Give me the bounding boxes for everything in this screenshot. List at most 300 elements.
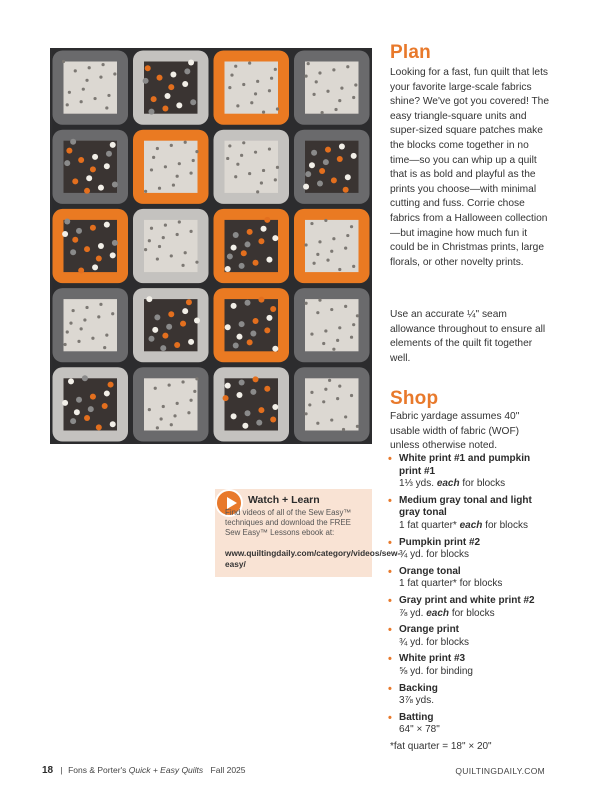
fabric-print-motif	[316, 253, 319, 256]
fabric-print-motif	[70, 418, 76, 424]
fabric-print-motif	[231, 303, 237, 309]
fabric-print-motif	[274, 178, 277, 181]
fabric-print-motif	[350, 394, 353, 397]
quilt-block-center	[305, 299, 359, 351]
bullet-icon: •	[388, 565, 392, 578]
fabric-print-motif	[239, 321, 245, 327]
fabric-print-motif	[256, 190, 259, 193]
fabric-print-motif	[310, 222, 313, 225]
fabric-print-motif	[240, 154, 243, 157]
fabric-print-motif	[110, 252, 116, 258]
fabric-print-motif	[170, 144, 173, 147]
fabric-print-motif	[258, 297, 264, 303]
fabric-print-motif	[168, 383, 171, 386]
fabric-print-motif	[352, 265, 355, 268]
fabric-print-motif	[82, 375, 88, 381]
quilt-block-center	[64, 62, 118, 114]
fabric-print-motif	[189, 399, 192, 402]
fat-quarter-footnote: *fat quarter = 18" × 20"	[390, 741, 492, 752]
fabric-print-motif	[157, 75, 163, 81]
fabric-print-motif	[184, 68, 190, 74]
fabric-print-motif	[62, 60, 65, 63]
fabric-print-motif	[144, 248, 147, 251]
fabric-print-motif	[176, 102, 182, 108]
supply-item	[388, 566, 553, 591]
fabric-print-motif	[234, 65, 237, 68]
watch-learn-description: Find videos of all of the Sew Easy™ techniques and download the FREE Sew Easy™ Lessons ebook at:	[225, 508, 352, 537]
fabric-print-motif	[182, 81, 188, 87]
fabric-print-motif	[68, 91, 71, 94]
fabric-print-motif	[356, 314, 359, 317]
fabric-print-motif	[160, 417, 163, 420]
fabric-print-motif	[318, 240, 321, 243]
supply-name: Orange print	[399, 624, 460, 636]
fabric-print-motif	[162, 236, 165, 239]
fabric-print-motif	[228, 86, 231, 89]
fabric-print-motif	[176, 233, 179, 236]
supply-item	[388, 595, 553, 620]
fabric-print-motif	[66, 148, 72, 154]
bullet-icon: •	[388, 682, 392, 695]
fabric-print-motif	[98, 185, 104, 191]
fabric-print-motif	[143, 78, 149, 84]
fabric-print-motif	[150, 168, 153, 171]
fabric-print-motif	[307, 62, 310, 65]
fabric-print-motif	[105, 334, 108, 337]
fabric-print-motif	[236, 392, 242, 398]
fabric-print-motif	[148, 239, 151, 242]
fabric-print-motif	[181, 264, 184, 267]
fabric-print-motif	[239, 263, 245, 269]
fabric-print-motif	[254, 151, 257, 154]
supply-name: Backing	[399, 682, 438, 694]
fabric-print-motif	[178, 220, 181, 223]
fabric-print-motif	[303, 184, 309, 190]
supply-name: Pumpkin print #2	[399, 536, 481, 548]
supply-name: White print #1 and pumpkin print #1	[399, 453, 531, 477]
fabric-print-motif	[105, 106, 108, 109]
website-link[interactable]: QUILTINGDAILY.COM	[455, 766, 545, 776]
bullet-icon: •	[388, 711, 392, 724]
shop-heading: Shop	[390, 388, 439, 409]
fabric-print-motif	[344, 415, 347, 418]
fabric-print-motif	[310, 332, 313, 335]
fabric-print-motif	[184, 141, 187, 144]
fabric-print-motif	[264, 327, 270, 333]
fabric-print-motif	[321, 111, 324, 114]
fabric-print-motif	[158, 245, 161, 248]
fabric-print-motif	[344, 305, 347, 308]
fabric-print-motif	[88, 406, 94, 412]
bullet-icon: •	[388, 494, 392, 507]
supply-item	[388, 683, 553, 708]
fabric-print-motif	[195, 150, 198, 153]
fabric-print-motif	[345, 174, 351, 180]
plan-paragraph: Looking for a fast, fun quilt that lets your favorite large-scale fabrics shine? We've got you covered! The easy triangle-square units and super-sized square patches make the blocks come together in no time—so you can whip up a quilt that is as bold and playful as the prints you choose—with minimal cutting and fuss. Corrie chose fabrics from a Halloween collection—but imagine how much fun it could be in Christmas prints, large florals, or other novelty prints.	[390, 67, 550, 268]
fabric-print-motif	[152, 156, 155, 159]
fabric-print-motif	[172, 183, 175, 186]
fabric-print-motif	[336, 339, 339, 342]
fabric-print-motif	[242, 141, 245, 144]
watch-learn-link[interactable]: www.quiltingdaily.com/category/videos/sew-easy/	[225, 548, 401, 569]
fabric-print-motif	[195, 377, 198, 380]
fabric-print-motif	[332, 68, 335, 71]
fabric-print-motif	[104, 163, 110, 169]
fabric-print-motif	[174, 342, 180, 348]
fabric-print-motif	[352, 96, 355, 99]
fabric-print-motif	[165, 93, 171, 99]
fabric-print-motif	[236, 163, 239, 166]
fabric-print-motif	[82, 88, 85, 91]
fabric-print-motif	[84, 246, 90, 252]
fabric-print-motif	[182, 308, 188, 314]
fabric-print-motif	[352, 323, 355, 326]
fabric-print-motif	[178, 162, 181, 165]
supply-amount: ¾ yd. for blocks	[399, 549, 470, 561]
supply-item	[388, 624, 553, 649]
fabric-print-motif	[77, 340, 80, 343]
fabric-print-motif	[305, 171, 311, 177]
fabric-print-motif	[76, 397, 82, 403]
fabric-print-motif	[70, 249, 76, 255]
fabric-print-motif	[170, 254, 173, 257]
fabric-print-motif	[351, 153, 357, 159]
fabric-print-motif	[162, 405, 165, 408]
fabric-print-motif	[99, 303, 102, 306]
fabric-print-motif	[230, 73, 233, 76]
fabric-print-motif	[166, 324, 172, 330]
fabric-print-motif	[337, 156, 343, 162]
fabric-print-motif	[91, 337, 94, 340]
fabric-print-motif	[88, 66, 91, 69]
fabric-print-motif	[268, 147, 271, 150]
fabric-print-motif	[148, 408, 151, 411]
fabric-print-motif	[248, 61, 251, 64]
fabric-print-motif	[342, 428, 345, 431]
fabric-print-motif	[111, 312, 114, 315]
fabric-print-motif	[146, 296, 152, 302]
supply-item	[388, 495, 553, 533]
fabric-print-motif	[152, 327, 158, 333]
fabric-print-motif	[188, 60, 194, 66]
bullet-icon: •	[388, 453, 392, 465]
fabric-print-motif	[98, 243, 104, 249]
fabric-print-motif	[350, 336, 353, 339]
supply-amount: 1⅓ yds. each for blocks	[399, 478, 506, 490]
fabric-print-motif	[68, 378, 74, 384]
fabric-print-motif	[78, 157, 84, 163]
fabric-print-motif	[332, 237, 335, 240]
fabric-print-motif	[245, 410, 251, 416]
fabric-print-motif	[344, 246, 347, 249]
fabric-print-motif	[187, 411, 190, 414]
fabric-print-motif	[319, 168, 325, 174]
fabric-print-motif	[354, 83, 357, 86]
supply-name: Batting	[399, 711, 434, 723]
fabric-print-motif	[346, 234, 349, 237]
fabric-print-motif	[231, 245, 237, 251]
fabric-print-motif	[144, 190, 147, 193]
fabric-print-motif	[150, 227, 153, 230]
fabric-print-motif	[190, 99, 196, 105]
fabric-print-motif	[85, 306, 88, 309]
fabric-print-motif	[330, 418, 333, 421]
footer-separator: |	[60, 765, 63, 775]
fabric-print-motif	[106, 151, 112, 157]
fabric-print-motif	[322, 342, 325, 345]
fabric-print-motif	[258, 238, 264, 244]
fabric-print-motif	[96, 424, 102, 430]
supply-item	[388, 653, 553, 678]
fabric-print-motif	[332, 348, 335, 351]
bullet-icon: •	[388, 653, 392, 666]
fabric-print-motif	[164, 165, 167, 168]
supply-item	[388, 712, 553, 737]
fabric-print-motif	[304, 75, 307, 78]
fabric-print-motif	[195, 261, 198, 264]
fabric-print-motif	[316, 422, 319, 425]
quilt-block-center	[144, 378, 198, 430]
fabric-print-motif	[311, 150, 317, 156]
supply-amount: 1 fat quarter* each for blocks	[399, 519, 528, 531]
fabric-print-motif	[253, 260, 259, 266]
fabric-print-motif	[74, 69, 77, 72]
fabric-print-motif	[193, 390, 196, 393]
fabric-print-motif	[164, 224, 167, 227]
supply-item	[388, 453, 553, 491]
fabric-print-motif	[101, 63, 104, 66]
fabric-print-motif	[325, 147, 331, 153]
fabric-print-motif	[62, 231, 68, 237]
supply-amount: 1 fat quarter* for blocks	[399, 578, 503, 590]
watch-learn-box	[215, 489, 401, 577]
fabric-print-motif	[192, 159, 195, 162]
fabric-print-motif	[156, 257, 159, 260]
fabric-print-motif	[90, 166, 96, 172]
fabric-print-motif	[241, 250, 247, 256]
fabric-print-motif	[97, 315, 100, 318]
fabric-print-motif	[148, 109, 154, 115]
fabric-print-motif	[92, 264, 98, 270]
supply-amount: ⅝ yd. for binding	[399, 665, 473, 677]
fabric-print-motif	[315, 80, 318, 83]
fabric-print-motif	[268, 89, 271, 92]
fabric-print-motif	[324, 219, 327, 222]
magazine-name: Fons & Porter's Quick + Easy Quilts	[68, 765, 204, 775]
fabric-print-motif	[272, 235, 278, 241]
fabric-print-motif	[242, 83, 245, 86]
fabric-print-motif	[250, 389, 256, 395]
fabric-print-motif	[226, 157, 229, 160]
fabric-print-motif	[110, 142, 116, 148]
fabric-print-motif	[270, 306, 276, 312]
fabric-print-motif	[189, 230, 192, 233]
fabric-print-motif	[328, 379, 331, 382]
fabric-print-motif	[234, 175, 237, 178]
bullet-icon: •	[388, 594, 392, 607]
seam-allowance-paragraph: Use an accurate ¼" seam allowance throughout to ensure all elements of the quilt fit together well.	[390, 309, 546, 364]
fabric-print-motif	[148, 336, 154, 342]
fabric-print-motif	[262, 111, 265, 114]
quilt-block-center	[305, 62, 359, 114]
fabric-print-motif	[86, 175, 92, 181]
fabric-print-motif	[99, 76, 102, 79]
fabric-print-motif	[264, 217, 270, 223]
shop-intro: Fabric yardage assumes 40" usable width of fabric (WOF) unless otherwise noted.	[390, 411, 520, 452]
fabric-print-motif	[228, 144, 231, 147]
fabric-print-motif	[312, 93, 315, 96]
fabric-print-motif	[272, 404, 278, 410]
fabric-print-motif	[316, 311, 319, 314]
fabric-print-motif	[247, 339, 253, 345]
fabric-print-motif	[90, 394, 96, 400]
fabric-print-motif	[225, 324, 231, 330]
fabric-print-motif	[108, 382, 114, 388]
watch-learn-title: Watch + Learn	[248, 494, 320, 506]
supply-amount: ¾ yd. for blocks	[399, 636, 470, 648]
supply-amount: ⅞ yd. each for blocks	[399, 607, 495, 619]
fabric-print-motif	[346, 65, 349, 68]
supply-name: Gray print and white print #2	[399, 594, 535, 606]
fabric-print-motif	[156, 147, 159, 150]
fabric-print-motif	[104, 390, 110, 396]
supply-amount: 3⅞ yds.	[399, 695, 435, 707]
quilt-block-center	[225, 378, 279, 430]
fabric-print-motif	[310, 391, 313, 394]
bullet-icon: •	[388, 624, 392, 637]
supply-name: Orange tonal	[399, 565, 461, 577]
fabric-print-motif	[231, 413, 237, 419]
fabric-print-motif	[264, 386, 270, 392]
supply-list	[388, 453, 553, 741]
quilt-block-center	[144, 141, 198, 193]
fabric-print-motif	[270, 417, 276, 423]
fabric-print-motif	[188, 339, 194, 345]
fabric-print-motif	[245, 300, 251, 306]
fabric-print-motif	[168, 311, 174, 317]
fabric-print-motif	[276, 107, 279, 110]
fabric-print-motif	[254, 92, 257, 95]
fabric-print-motif	[236, 334, 242, 340]
fabric-print-motif	[181, 380, 184, 383]
fabric-print-motif	[233, 232, 239, 238]
fabric-print-motif	[256, 80, 259, 83]
fabric-print-motif	[343, 187, 349, 193]
fabric-print-motif	[170, 72, 176, 78]
fabric-print-motif	[317, 181, 323, 187]
fabric-print-motif	[158, 187, 161, 190]
supply-name: Medium gray tonal and light gray tonal	[399, 494, 532, 519]
fabric-print-motif	[110, 421, 116, 427]
fabric-print-motif	[223, 395, 229, 401]
quilt-block-center	[305, 378, 359, 430]
fabric-print-motif	[64, 343, 67, 346]
fabric-print-motif	[194, 318, 200, 324]
fabric-print-motif	[83, 318, 86, 321]
fabric-print-motif	[112, 240, 118, 246]
fabric-print-motif	[69, 322, 72, 325]
fabric-print-motif	[253, 376, 259, 382]
fabric-print-motif	[308, 403, 311, 406]
fabric-print-motif	[173, 414, 176, 417]
fabric-print-motif	[339, 143, 345, 149]
fabric-print-motif	[154, 314, 160, 320]
fabric-print-motif	[250, 331, 256, 337]
fabric-print-motif	[107, 94, 110, 97]
fabric-print-motif	[80, 327, 83, 330]
fabric-print-motif	[350, 225, 353, 228]
fabric-print-motif	[103, 346, 106, 349]
fabric-print-motif	[66, 103, 69, 106]
fabric-print-motif	[186, 299, 192, 305]
fabric-print-motif	[248, 172, 251, 175]
fabric-print-motif	[72, 178, 78, 184]
fabric-print-motif	[334, 108, 337, 111]
fabric-print-motif	[304, 412, 307, 415]
fabric-print-motif	[64, 160, 70, 166]
fabric-print-motif	[84, 415, 90, 421]
fabric-print-motif	[312, 262, 315, 265]
fabric-print-motif	[225, 383, 231, 389]
fabric-print-motif	[272, 346, 278, 352]
fabric-print-motif	[151, 96, 157, 102]
fabric-print-motif	[245, 241, 251, 247]
fabric-print-motif	[338, 326, 341, 329]
fabric-print-motif	[318, 299, 321, 302]
fabric-print-motif	[258, 407, 264, 413]
fabric-print-motif	[225, 266, 231, 272]
quilt-block-center	[64, 299, 118, 351]
quilt-illustration	[50, 48, 372, 444]
fabric-print-motif	[236, 104, 239, 107]
page-footer	[42, 765, 246, 776]
fabric-print-motif	[80, 100, 83, 103]
fabric-print-motif	[266, 315, 272, 321]
fabric-print-motif	[338, 99, 341, 102]
bullet-icon: •	[388, 536, 392, 549]
fabric-print-motif	[170, 423, 173, 426]
fabric-print-motif	[247, 229, 253, 235]
fabric-print-motif	[64, 218, 70, 224]
fabric-print-motif	[78, 268, 84, 274]
fabric-print-motif	[253, 318, 259, 324]
fabric-print-motif	[338, 268, 341, 271]
fabric-print-motif	[250, 101, 253, 104]
fabric-print-motif	[156, 426, 159, 429]
fabric-print-motif	[242, 423, 248, 429]
fabric-print-motif	[304, 302, 307, 305]
fabric-print-motif	[326, 258, 329, 261]
fabric-print-motif	[338, 385, 341, 388]
fabric-print-motif	[262, 169, 265, 172]
fabric-print-motif	[233, 343, 239, 349]
fabric-print-motif	[227, 253, 233, 259]
fabric-print-motif	[266, 257, 272, 263]
fabric-print-motif	[276, 166, 279, 169]
quilt-photo	[50, 48, 372, 444]
fabric-print-motif	[85, 79, 88, 82]
fabric-print-motif	[336, 397, 339, 400]
quilt-block-center	[225, 62, 279, 114]
fabric-print-motif	[74, 409, 80, 415]
fabric-print-motif	[324, 329, 327, 332]
fabric-print-motif	[162, 333, 168, 339]
fabric-print-motif	[62, 400, 68, 406]
fabric-print-motif	[162, 105, 168, 111]
fabric-print-motif	[66, 330, 69, 333]
fabric-print-motif	[260, 181, 263, 184]
fabric-print-motif	[104, 222, 110, 228]
